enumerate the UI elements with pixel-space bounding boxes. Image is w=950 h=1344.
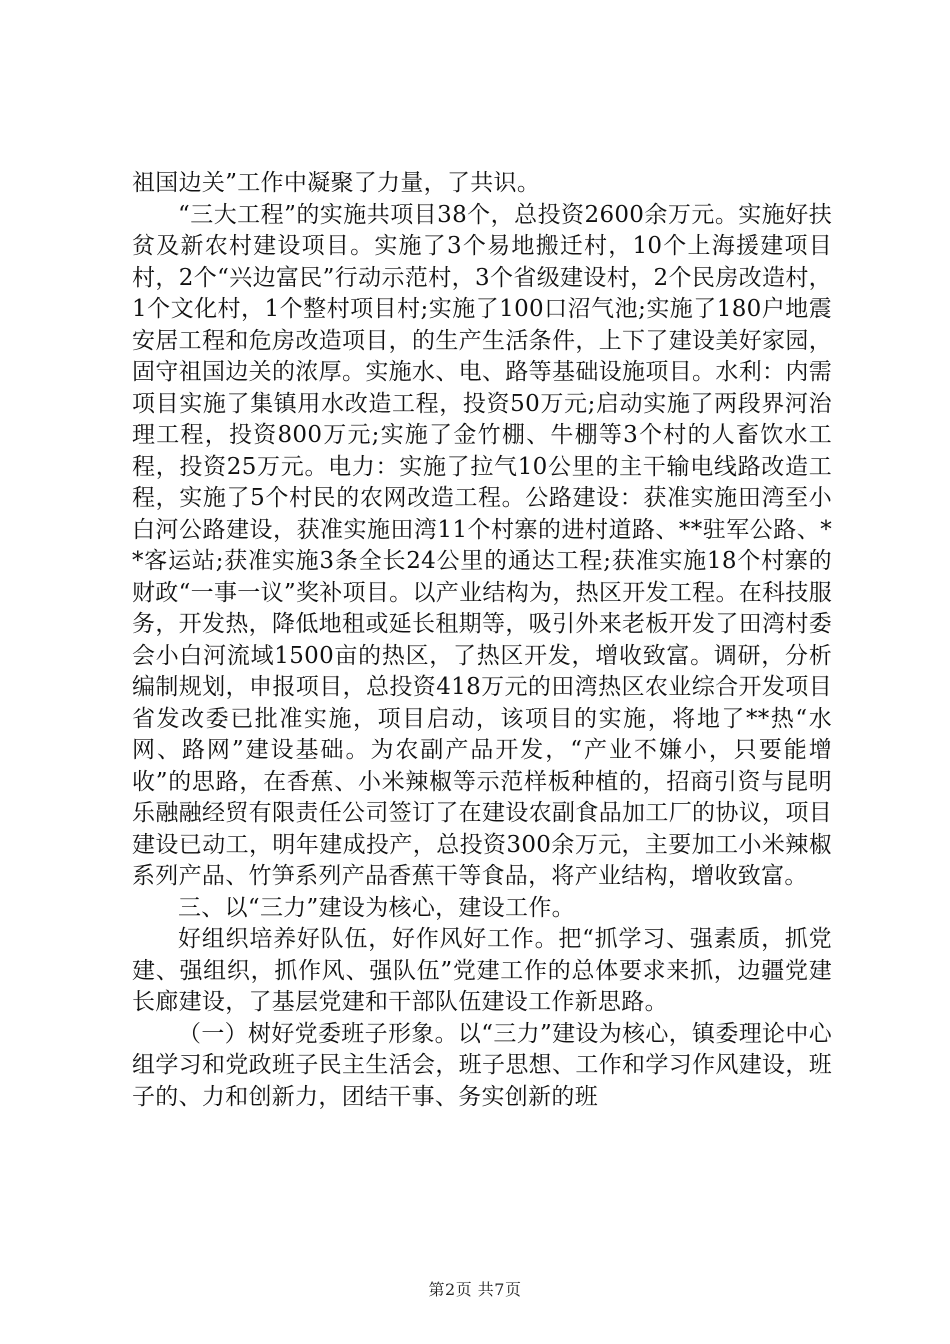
paragraph-2: “三大工程”的实施共项目38个，总投资2600余万元。实施好扶贫及新农村建设项目。实施了3个易地搬迁村，10个上海援建项目村，2个“兴边富民”行动示范村，3个省级建设村，2个民房改造村，1个文化村，1个整村项目村;实施了100口沼气池;实施了180户地震安居工程和危房改造项目，的生产生活条件，上下了建设美好家园，固守祖国边关的浓厚。实施水、电、路等基础设施项目。水利：内需项目实施了集镇用水改造工程，投资50万元;启动实施了两段界河治理工程，投资800万元;实施了金竹棚、牛棚等3个村的人畜饮水工程，投资25万元。电力：实施了拉气10公里的主干输电线路改造工程，实施了5个村民的农网改造工程。公路建设：获准实施田湾至小白河公路建设，获准实施田湾11个村寨的进村道路、**驻军公路、**客运站;获准实施3条全长24公里的通达工程;获准实施18个村寨的财政“一事一议”奖补项目。以产业结构为，热区开发工程。在科技服务，开发热，降低地租或延长租期等，吸引外来老板开发了田湾村委会小白河流域1500亩的热区，了热区开发，增收致富。调研，分析编制规划，申报项目，总投资418万元的田湾热区农业综合开发项目省发改委已批准实施，项目启动，该项目的实施，将地了**热“水网、路网”建设基础。为农副产品开发，“产业不嫌小，只要能增收”的思路，在香蕉、小米辣椒等示范样板种植的，招商引资与昆明乐融融经贸有限责任公司签订了在建设农副食品加工厂的协议，项目建设已动工，明年建成投产，总投资300余万元，主要加工小米辣椒系列产品、竹笋系列产品香蕉干等食品，将产业结构，增收致富。 bbox=[132, 201, 832, 889]
document-body bbox=[132, 168, 832, 1113]
section-heading-3: 三、以“三力”建设为核心，建设工作。 bbox=[178, 894, 575, 921]
page-footer: 第2页 共7页 bbox=[428, 1280, 522, 1299]
paragraph-5: （一）树好党委班子形象。以“三力”建设为核心，镇委理论中心组学习和党政班子民主生活会，班子思想、工作和学习作风建设，班子的、力和创新力，团结干事、务实创新的班 bbox=[132, 1020, 832, 1110]
paragraph-4: 好组织培养好队伍，好作风好工作。把“抓学习、强素质，抓党建、强组织，抓作风、强队伍”党建工作的总体要求来抓，边疆党建长廊建设，了基层党建和干部队伍建设工作新思路。 bbox=[132, 926, 832, 1015]
paragraph-1: 祖国边关”工作中凝聚了力量，了共识。 bbox=[132, 170, 541, 196]
